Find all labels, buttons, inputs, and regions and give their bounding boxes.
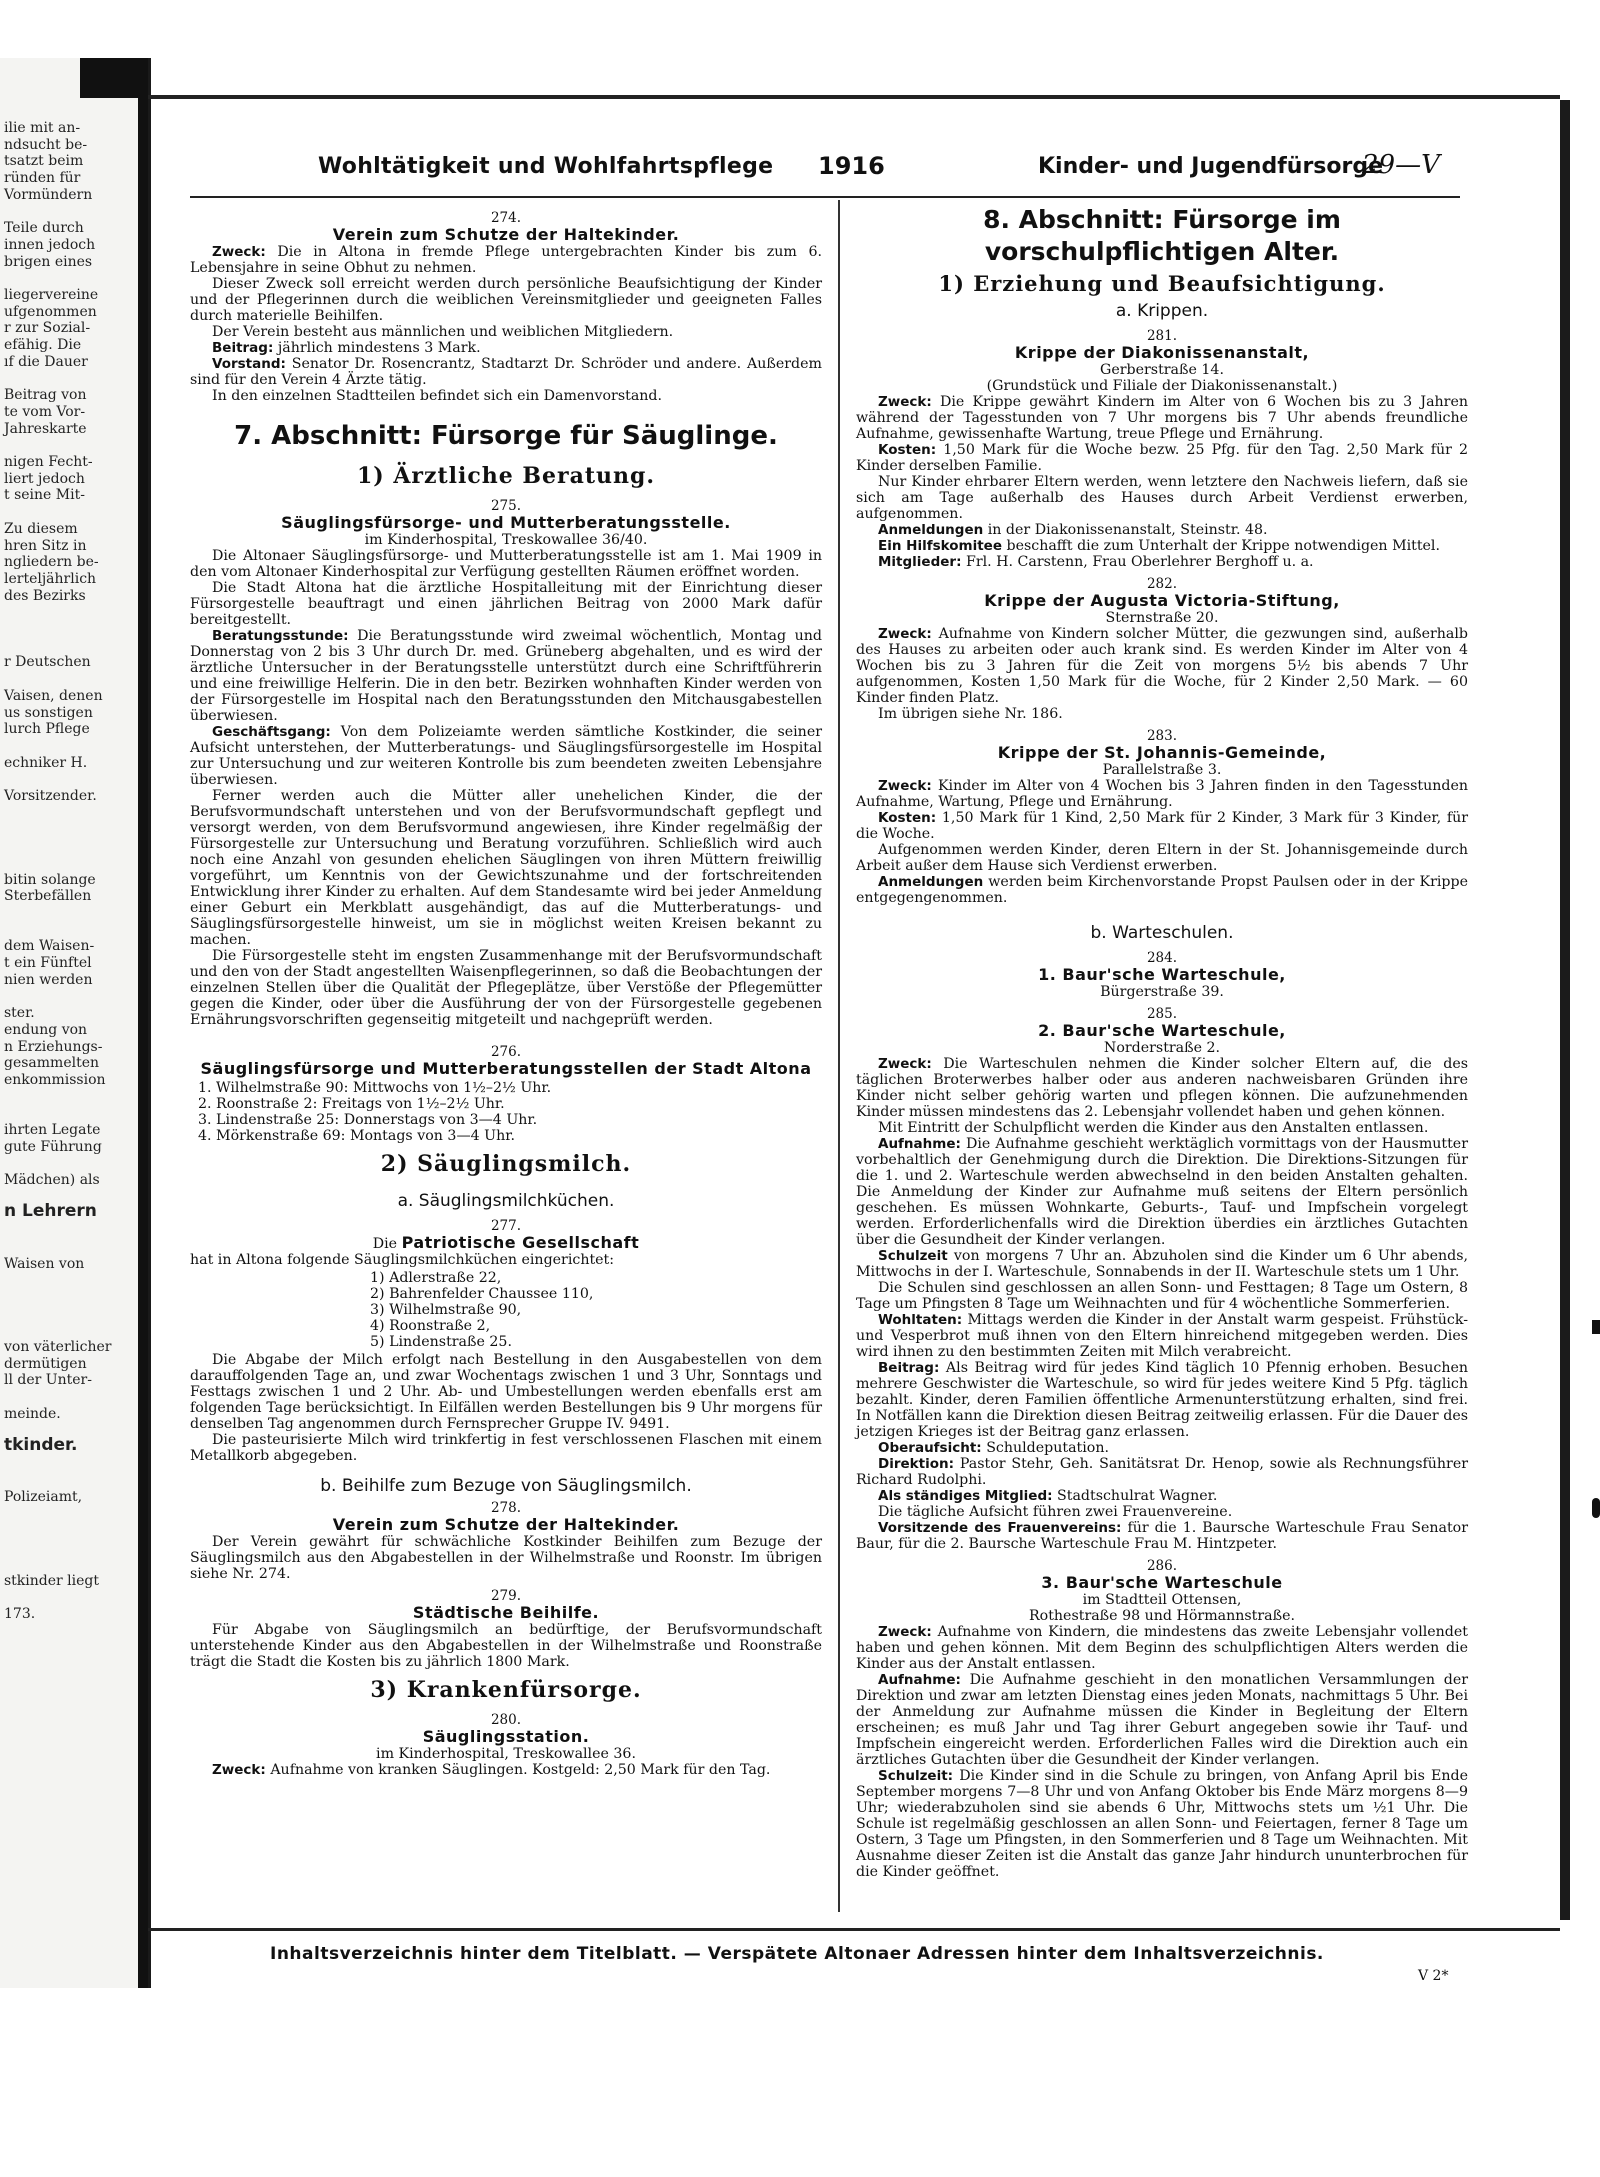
label: Schulzeit xyxy=(878,1248,948,1264)
entry-number: 281. xyxy=(1146,328,1178,344)
text: 1,50 Mark für 1 Kind, 2,50 Mark für 2 Kinder, 3 Mark für 3 Kinder, für die Woche. xyxy=(856,810,1468,842)
strip-text-line: Polizeiamt, xyxy=(4,1489,83,1506)
list-item: 5) Lindenstraße 25. xyxy=(370,1334,512,1350)
text: Die Krippe gewährt Kindern im Alter von 6 Wochen bis zu 3 Jahren während der Tagesstunden von 7 Uhr morgens bis 7 Uhr abends freundliche Aufnahme, gewissenhafte Wartung, treue Pflege und Ernährung. xyxy=(856,394,1468,442)
paragraph: In den einzelnen Stadtteilen befindet sich ein Damenvorstand. xyxy=(212,388,663,404)
strip-text-line: ndsucht be- xyxy=(4,136,88,153)
subsection-title: 3) Krankenfürsorge. xyxy=(370,1677,642,1703)
text: Die Aufnahme geschieht in den monatlichen Versammlungen der Direktion und zwar am letzten Dienstag eines jeden Monats, nachmittags 5 Uhr. Bei der Anmeldung zur Aufnahme müssen die Kinder in Begleitung der Eltern erscheinen; es muß Jahr und Tag ihrer Geburt angegeben sowie ihr Tauf- und Impfschein eingereicht werden. Erforderlichen Falles wird die Direktion auch ein ärztliches Gutachten über die Gesundheit der Kinder verlangen. xyxy=(856,1672,1468,1768)
strip-text-line: von väterlicher xyxy=(4,1339,112,1355)
text: Frl. H. Carstenn, Frau Oberlehrer Berghoff u. a. xyxy=(965,554,1314,570)
strip-text-line: lertelјährlich xyxy=(4,570,97,587)
text: Aufnahme von Kindern, die mindestens das zweite Lebensjahr vollendet haben und gehen können. Mit dem Beginn des schulpflichtigen Alters werden die Kinder aus der Anstalt entlassen. xyxy=(856,1624,1468,1672)
strip-text-line: gute Führung xyxy=(4,1138,102,1155)
strip-text-line: ilie mit an- xyxy=(4,120,81,136)
subsubsection-title: a. Krippen. xyxy=(1115,301,1209,321)
label: Vorsitzende des Frauenvereins: xyxy=(878,1520,1122,1536)
entry-title-line xyxy=(190,1234,822,1252)
label: Anmeldungen xyxy=(878,522,984,538)
entry-title: Verein zum Schutze der Haltekinder. xyxy=(332,225,680,244)
previous-page-strip xyxy=(0,58,151,1988)
label: Direktion: xyxy=(878,1456,954,1472)
label: Mitglieder: xyxy=(878,554,962,570)
subsection-title: 1) Erziehung und Beaufsichtigung. xyxy=(938,271,1386,296)
strip-text-line: Mädchen) als xyxy=(4,1172,100,1189)
entry-title: 3. Baur'sche Warteschule xyxy=(1041,1573,1283,1592)
station-list xyxy=(190,1080,822,1144)
margin-mark xyxy=(1592,1498,1600,1518)
entry-number: 282. xyxy=(1146,576,1178,592)
label: Zweck: xyxy=(878,778,932,794)
strip-text-line: bitin solange xyxy=(4,871,96,888)
page-gutter xyxy=(138,58,148,1988)
entry-title: Verein zum Schutze der Haltekinder. xyxy=(332,1515,680,1534)
entry-address: Gerberstraße 14. xyxy=(1100,362,1224,378)
page-number: 29—V xyxy=(1362,150,1440,180)
page-edge-right xyxy=(1560,100,1570,1920)
subsubsection-title: b. Beihilfe zum Bezuge von Säuglingsmilch. xyxy=(320,1476,692,1496)
strip-text-line: ufgenommen xyxy=(4,303,97,320)
paragraph: Der Verein gewährt für schwächliche Kostkinder Beihilfen zum Bezuge der Säuglingsmilch aus den Abgabestellen in der Wilhelmstraße und Roonstr. Im übrigen siehe Nr. 274. xyxy=(190,1534,822,1582)
strip-text-line: liert jedoch xyxy=(4,470,85,487)
paragraph: Die Abgabe der Milch erfolgt nach Bestellung in den Ausgabestellen von dem darauffolgenden Tage an, und zwar Wochentags zwischen 1 und 3 Uhr, Sonntags und Festtags zwischen 1 und 2 Uhr. Ab- und Umbestellungen werden ebenfalls erst am folgenden Tage berücksichtigt. In Eilfällen werden Bestellungen bis 9 Uhr morgens für denselben Tag angenommen durch Fernsprecher Gruppe IV. 9491. xyxy=(190,1352,822,1432)
text: Mittags werden die Kinder in der Anstalt warm gespeist. Frühstück- und Vesperbrot muß ihnen von den Eltern hinreichend mitgegeben werden. Dies wird ihnen zu den bestimmten Zeiten mit Milch verabreicht. xyxy=(856,1312,1468,1360)
entry-address: Norderstraße 2. xyxy=(1103,1040,1221,1056)
strip-text-line: us sonstigen xyxy=(4,704,93,721)
entry-address: Rothestraße 98 und Hörmannstraße. xyxy=(1029,1608,1295,1624)
paragraph: Ferner werden auch die Mütter aller unehelichen Kinder, die der Berufsvormundschaft unterstehen und von der Berufsvormundschaft gepflegt und versorgt werden, von dem Berufsvormund angewiesen, ihre Kinder regelmäßig der Fürsorgestelle zur Untersuchung und Beratung vorzuführen. Schließlich wird auch noch eine Anzahl von gesunden ehelichen Säuglingen von ihren Müttern freiwillig vorgeführt, um Kenntnis von der Gewichtszunahme und der fortschreitenden Entwicklung ihrer Kinder zu erhalten. Auf dem Standesamte wird bei jeder Anmeldung einer Geburt ein Merkblatt ausgehändigt, das auf die Mutterberatungs- und Säuglingsfürsorgestelle hinweist, um sie in möglichst weiten Kreisen bekannt zu machen. xyxy=(190,788,822,948)
text: Die xyxy=(372,1236,398,1252)
paragraph: Die pasteurisierte Milch wird trinkfertig in fest verschlossenen Flaschen mit einem Metallkorb abgegeben. xyxy=(190,1432,822,1464)
label: Geschäftsgang: xyxy=(212,724,331,740)
text: jährlich mindestens 3 Mark. xyxy=(277,340,481,356)
label: Zweck: xyxy=(878,1624,932,1640)
text: Die in Altona in fremde Pflege untergebrachten Kinder bis zum 6. Lebensjahre in seine Obhut zu nehmen. xyxy=(190,244,822,276)
entry-title: Krippe der Diakonissenanstalt, xyxy=(1014,343,1310,362)
strip-text-line: Vaisen, denen xyxy=(4,687,103,704)
strip-text-line: Vorsitzender. xyxy=(4,788,97,804)
label: Aufnahme: xyxy=(878,1672,961,1688)
strip-text-line: Sterbefällen xyxy=(4,888,92,905)
list-item: 3) Wilhelmstraße 90, xyxy=(370,1302,522,1318)
text: Senator Dr. Rosencrantz, Stadtarzt Dr. Schröder und andere. Außerdem sind für den Verein 4 Ärzte tätig. xyxy=(190,356,822,388)
header-year: 1916 xyxy=(818,152,885,180)
text: für die 1. Baursche Warteschule Frau Senator Baur, für die 2. Baursche Warteschule Frau M. Hintzpeter. xyxy=(856,1520,1468,1552)
strip-text-line: ründen für xyxy=(4,170,81,187)
entry-number: 286. xyxy=(1146,1558,1178,1574)
section-title: 8. Abschnitt: Fürsorge im vorschulpflichtigen Alter. xyxy=(983,205,1341,266)
strip-text-line: ıf die Dauer xyxy=(4,353,88,370)
paragraph: Die tägliche Aufsicht führen zwei Frauenvereine. xyxy=(878,1504,1233,1520)
entry-address: Parallelstraße 3. xyxy=(1102,762,1222,778)
list-item: 4. Mörkenstraße 69: Montags von 3—4 Uhr. xyxy=(198,1128,515,1144)
strip-text-line: lurch Pflege xyxy=(4,721,90,738)
entry-title: 2. Baur'sche Warteschule, xyxy=(1038,1021,1286,1040)
strip-text-line: Zu diesem xyxy=(4,520,78,537)
header-rule xyxy=(190,196,1460,198)
text: Die Aufnahme geschieht werktäglich vormittags von der Hausmutter vorbehaltlich der Genehmigung durch die Direktion. Die Direktions-Sitzungen für die 1. und 2. Warteschule werden abwechselnd in den beiden Anstalten gehalten. Die Anmeldung der Kinder zur Aufnahme muß seitens der Eltern persönlich geschehen. Es müssen Wohnkarte, Geburts-, Tauf- und Impfschein vorgelegt werden. Erforderlichenfalls wird die Direktion überdies ein ärztliches Gutachten über die Gesundheit der Kinder verlangen. xyxy=(856,1136,1468,1248)
strip-text-line: efähig. Die xyxy=(4,337,82,354)
strip-text-line: Waisen von xyxy=(4,1255,85,1272)
label: Zweck: xyxy=(878,1056,932,1072)
label: Oberaufsicht: xyxy=(878,1440,982,1456)
strip-text-line: te vom Vor- xyxy=(4,403,86,420)
running-header xyxy=(318,148,1448,192)
text: Die Beratungsstunde wird zweimal wöchentlich, Montag und Donnerstag von 2 bis 3 Uhr durch Dr. med. Grüneberg abgehalten, und es wird der ärztliche Untersucher in der Beratungsstelle unterstützt durch eine Schriftführerin und eine freiwillige Helferin. Die in den betr. Bezirken wohnhaften Kinder werden von der Fürsorgestelle im Hospital nach den Beratungsstunden den Mitchausgabestellen überwiesen. xyxy=(190,628,822,724)
label: Schulzeit: xyxy=(878,1768,954,1784)
label: Ein Hilfskomitee xyxy=(878,538,1002,554)
strip-text-line: dem Waisen- xyxy=(4,938,95,955)
paragraph: Mit Eintritt der Schulpflicht werden die Kinder aus den Anstalten entlassen. xyxy=(878,1120,1429,1136)
list-item: 4) Roonstraße 2, xyxy=(370,1318,491,1334)
subsubsection-title: a. Säuglingsmilchküchen. xyxy=(397,1191,615,1211)
label: Als ständiges Mitglied: xyxy=(878,1488,1053,1504)
strip-text-line: liegervereine xyxy=(4,287,99,303)
entry-number: 276. xyxy=(490,1044,522,1060)
strip-text-line: ster. xyxy=(4,1005,35,1022)
entry-address: im Kinderhospital, Treskowallee 36/40. xyxy=(364,532,648,548)
list-item: 3. Lindenstraße 25: Donnerstags von 3—4 Uhr. xyxy=(198,1112,538,1128)
label: Kosten: xyxy=(878,442,937,458)
strip-text-line: enkommission xyxy=(4,1071,106,1088)
footer-note: Inhaltsverzeichnis hinter dem Titelblatt. — Verspätete Altonaer Adressen hinter dem Inhaltsverzeichnis. xyxy=(270,1944,1324,1964)
entry-number: 274. xyxy=(490,210,522,226)
list-item: 2) Bahrenfelder Chaussee 110, xyxy=(370,1286,594,1302)
strip-text-line: hren Sitz in xyxy=(4,537,87,554)
text: Die Kinder sind in die Schule zu bringen, von Anfang April bis Ende September morgens 7—8 Uhr und von Anfang Oktober bis Ende März morgens 8—9 Uhr; wiederabzuholen sind sie abends 6 Uhr, Mittwochs stets um ½1 Uhr. Die Schule ist regelmäßig geschlossen an allen Sonn- und Feiertagen, ferner 8 Tage um Ostern, 3 Tage um Pfingsten, in den Sommerferien und 8 Tage um Weihnachten. Mit Ausnahme dieser Zeiten ist die Anstalt das ganze Jahr hindurch ununterbrochen für die Kinder geöffnet. xyxy=(856,1768,1468,1880)
text: 1,50 Mark für die Woche bezw. 25 Pfg. für den Tag. 2,50 Mark für 2 Kinder derselben Familie. xyxy=(856,442,1468,474)
label: Zweck: xyxy=(212,244,266,260)
label: Zweck: xyxy=(878,626,932,642)
entry-title: 1. Baur'sche Warteschule, xyxy=(1038,965,1286,984)
list-item: 1. Wilhelmstraße 90: Mittwochs von 1½–2½ Uhr. xyxy=(198,1080,552,1096)
subsection-title: 2) Säuglingsmilch. xyxy=(380,1151,632,1177)
label: Vorstand: xyxy=(212,356,286,372)
paragraph: Im übrigen siehe Nr. 186. xyxy=(878,706,1063,722)
strip-text-line: dermütigen xyxy=(4,1355,87,1372)
strip-text-line: ihrten Legate xyxy=(4,1122,101,1138)
paragraph: hat in Altona folgende Säuglingsmilchküchen eingerichtet: xyxy=(190,1252,615,1268)
strip-text-line: 173. xyxy=(4,1606,36,1623)
section-title: 7. Abschnitt: Fürsorge für Säuglinge. xyxy=(234,421,778,451)
strip-text-line: Jahreskarte xyxy=(4,420,87,437)
entry-title: Städtische Beihilfe. xyxy=(412,1603,600,1622)
paragraph: Der Verein besteht aus männlichen und weiblichen Mitgliedern. xyxy=(212,324,674,340)
list-item: 2. Roonstraße 2: Freitags von 1½–2½ Uhr. xyxy=(198,1096,505,1112)
label: Wohltaten: xyxy=(878,1312,963,1328)
strip-text-line: n Lehrern xyxy=(4,1200,97,1221)
text: Von dem Polizeiamte werden sämtliche Kostkinder, die seiner Aufsicht unterstehen, der Mutterberatungs- und Säuglingsfürsorgestelle im Hospital zur Untersuchung und zur weiteren Kontrolle bis zum beendeten zweiten Lebensjahre überwiesen. xyxy=(190,724,822,788)
entry-title: Patriotische Gesellschaft xyxy=(401,1233,640,1252)
strip-text-line: t seine Mit- xyxy=(4,487,85,504)
entry-number: 283. xyxy=(1146,728,1178,744)
milk-kitchen-list xyxy=(190,1270,822,1350)
strip-text-line: gesammelten xyxy=(4,1055,100,1072)
entry-title: Krippe der Augusta Victoria-Stiftung, xyxy=(984,591,1340,610)
entry-number: 275. xyxy=(490,498,522,514)
strip-text-line: Teile durch xyxy=(4,220,84,237)
printer-signature: V 2* xyxy=(1418,1968,1449,1984)
strip-text-line: ngliedern be- xyxy=(4,554,99,571)
paragraph: Die Altonaer Säuglingsfürsorge- und Mutterberatungsstelle ist am 1. Mai 1909 in den vom Altonaer Kinderhospital zur Verfügung gestellten Räumen eröffnet worden. xyxy=(190,548,822,580)
paragraph: Die Schulen sind geschlossen an allen Sonn- und Festtagen; 8 Tage um Ostern, 8 Tage um Pfingsten 8 Tage um Weihnachten und für 4 wöchentliche Sommerferien. xyxy=(856,1280,1468,1312)
text: Aufnahme von kranken Säuglingen. Kostgeld: 2,50 Mark für den Tag. xyxy=(270,1762,771,1778)
margin-mark xyxy=(1592,1320,1600,1334)
strip-text-line: ll der Unter- xyxy=(4,1372,92,1389)
entry-address: im Stadtteil Ottensen, xyxy=(1082,1592,1242,1608)
label: Zweck: xyxy=(878,394,932,410)
entry-address: im Kinderhospital, Treskowallee 36. xyxy=(376,1746,636,1762)
entry-address: Sternstraße 20. xyxy=(1105,610,1219,626)
text: in der Diakonissenanstalt, Steinstr. 48. xyxy=(987,522,1268,538)
text: Schuldeputation. xyxy=(986,1440,1109,1456)
entry-title: Säuglingsstation. xyxy=(422,1727,590,1746)
strip-text-line: nien werden xyxy=(4,971,93,988)
header-left: Wohltätigkeit und Wohlfahrtspflege xyxy=(318,154,774,179)
strip-text-line: echniker H. xyxy=(4,754,88,771)
entry-number: 280. xyxy=(490,1712,522,1728)
text: Stadtschulrat Wagner. xyxy=(1057,1488,1218,1504)
strip-text-line: meinde. xyxy=(4,1405,61,1422)
list-item: 1) Adlerstraße 22, xyxy=(370,1270,502,1286)
strip-text-line: r zur Sozial- xyxy=(4,320,91,337)
entry-title: Säuglingsfürsorge und Mutterberatungsstellen der Stadt Altona xyxy=(200,1059,812,1078)
text: werden beim Kirchenvorstande Propst Paulsen oder in der Krippe entgegengenommen. xyxy=(856,874,1468,906)
right-column xyxy=(856,204,1468,1880)
text: Pastor Stehr, Geh. Sanitätsrat Dr. Henop, sowie als Rechnungsführer Richard Rudolphi. xyxy=(856,1456,1468,1488)
label: Beitrag: xyxy=(878,1360,940,1376)
entry-number: 279. xyxy=(490,1588,522,1604)
text: Aufnahme von Kindern solcher Mütter, die gezwungen sind, außerhalb des Hauses zu arbeiten oder auch krank sind. Es werden Kinder im Alter von 4 Wochen bis zu 3 Jahren für die Zeit von morgens 5½ bis abends 7 Uhr aufgenommen, Kosten 1,50 Mark für die Woche, für 2 Kinder 2,50 Mark. — 60 Kinder finden Platz. xyxy=(856,626,1468,706)
strip-text-line: endung von xyxy=(4,1021,88,1038)
text: Als Beitrag wird für jedes Kind täglich 10 Pfennig erhoben. Besuchen mehrere Geschwister die Warteschule, so wird für jedes weitere Kind 5 Pfg. täglich bezahlt. Kinder, deren Familien öffentliche Armenunterstützung erhalten, sind frei. In Notfällen kann die Direktion diesen Beitrag zeitweilig erlassen. Für die Dauer des jetzigen Krieges ist der Beitrag ganz erlassen. xyxy=(856,1360,1468,1440)
strip-text-line: tkinder. xyxy=(4,1434,78,1455)
paragraph: Nur Kinder ehrbarer Eltern werden, wenn letztere den Nachweis liefern, daß sie sich am Tage außerhalb des Hauses durch Arbeit Verdienst erwerben, aufgenommen. xyxy=(856,474,1468,522)
entry-title: Säuglingsfürsorge- und Mutterberatungsstelle. xyxy=(281,513,731,532)
label: Aufnahme: xyxy=(878,1136,961,1152)
paragraph: Für Abgabe von Säuglingsmilch an bedürftige, der Berufsvormundschaft unterstehende Kinder aus den Abgabestellen in der Wilhelmstraße und Roonstraße trägt die Stadt die Kosten bis zu jährlich 1800 Mark. xyxy=(190,1622,822,1670)
left-column xyxy=(190,204,822,1778)
strip-text-line: Beitrag von xyxy=(4,387,87,404)
label: Kosten: xyxy=(878,810,937,826)
strip-text-line: innen jedoch xyxy=(4,236,96,253)
text: Kinder im Alter von 4 Wochen bis 3 Jahren finden in den Tagesstunden Aufnahme, Wartung, Pflege und Ernährung. xyxy=(856,778,1468,810)
text: von morgens 7 Uhr an. Abzuholen sind die Kinder um 6 Uhr abends, Mittwochs in der I. Warteschule, Sonnabends in der II. Warteschule stets um 1 Uhr. xyxy=(856,1248,1468,1280)
entry-title: Krippe der St. Johannis-Gemeinde, xyxy=(997,743,1327,762)
strip-text-line: nigen Fecht- xyxy=(4,454,93,470)
strip-text-line: stkinder liegt xyxy=(4,1572,100,1589)
entry-number: 285. xyxy=(1146,1006,1178,1022)
column-divider xyxy=(838,200,840,1912)
entry-address: Bürgerstraße 39. xyxy=(1100,984,1224,1000)
entry-number: 277. xyxy=(490,1218,522,1234)
strip-text-line: des Bezirks xyxy=(4,587,86,604)
entry-number: 278. xyxy=(490,1500,522,1516)
paragraph: Aufgenommen werden Kinder, deren Eltern in der St. Johannisgemeinde durch Arbeit außer dem Hause sich Verdienst erwerben. xyxy=(856,842,1468,874)
strip-text-line: n Erziehungs- xyxy=(4,1038,103,1055)
label: Zweck: xyxy=(212,1762,266,1778)
label: Beitrag: xyxy=(212,340,274,356)
strip-text-line: Vormündern xyxy=(4,186,93,203)
paragraph: Die Stadt Altona hat die ärztliche Hospitalleitung mit der Einrichtung dieser Fürsorgestelle beauftragt und einen jährlichen Beitrag von 2000 Mark dafür bereitgestellt. xyxy=(190,580,822,628)
label: Beratungsstunde: xyxy=(212,628,349,644)
strip-text-line: brigen eines xyxy=(4,253,93,270)
strip-text-line: t ein Fünftel xyxy=(4,955,92,971)
label: Anmeldungen xyxy=(878,874,984,890)
header-right: Kinder- und Jugendfürsorge xyxy=(1038,154,1384,179)
entry-address: (Grundstück und Filiale der Diakonissenanstalt.) xyxy=(986,378,1338,394)
text: Die Warteschulen nehmen die Kinder solcher Eltern auf, die des täglichen Broterwerbes halber oder aus anderen nachweisbaren Gründen ihre Kinder nicht selber gehörig warten und pflegen können. Die aufzunehmenden Kinder müssen mindestens das 2. Lebensjahr vollendet haben und gehen können. xyxy=(856,1056,1468,1120)
paragraph: Dieser Zweck soll erreicht werden durch persönliche Beaufsichtigung der Kinder und der Pflegerinnen durch die weiblichen Vereinsmitglieder und geeigneten Falles durch materielle Beihilfen. xyxy=(190,276,822,324)
strip-text-line: r Deutschen xyxy=(4,654,91,671)
paragraph: Die Fürsorgestelle steht im engsten Zusammenhange mit der Berufsvormundschaft und den von der Stadt angestellten Waisenpflegerinnen, so daß die Beobachtungen der einzelnen Stellen über die Qualität der Pflegeplätze, über Verstöße der Pflegemütter gegen die Kinder, oder über die Ausführung der von der Fürsorgestelle gegebenen Ernährungsvorschriften gegenseitig mitgeteilt und nachgeprüft werden. xyxy=(190,948,822,1028)
entry-number: 284. xyxy=(1146,950,1178,966)
text: beschafft die zum Unterhalt der Krippe notwendigen Mittel. xyxy=(1006,538,1440,554)
page-border-bottom xyxy=(148,1928,1560,1931)
subsection-title: 1) Ärztliche Beratung. xyxy=(356,463,656,489)
strip-text-line: tsatzt beim xyxy=(4,153,84,170)
page-border-top xyxy=(148,95,1560,99)
subsubsection-title: b. Warteschulen. xyxy=(1090,923,1234,943)
